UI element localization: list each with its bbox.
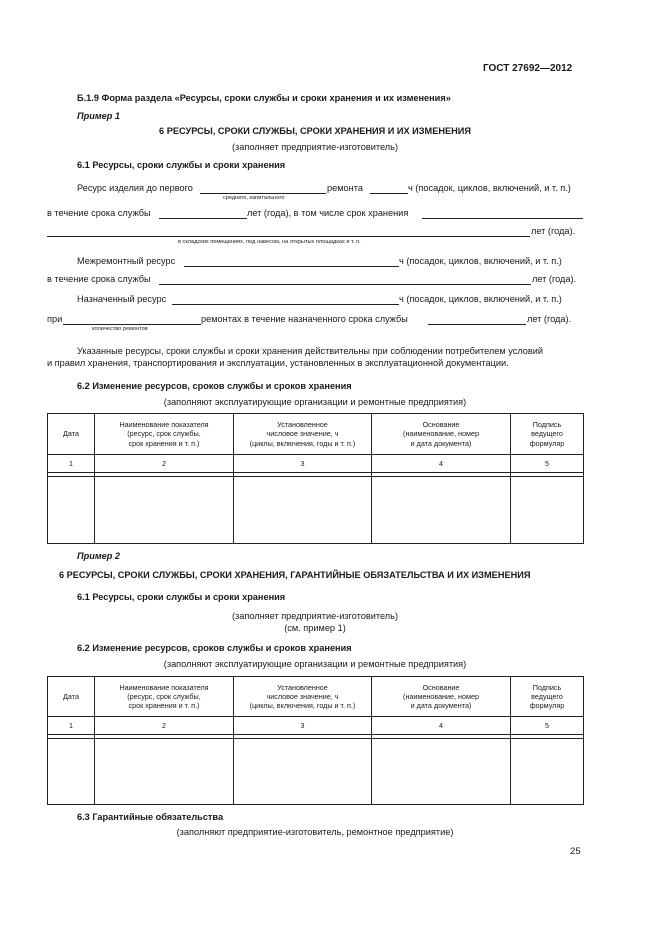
example-2-heading: 6 РЕСУРСЫ, СРОКИ СЛУЖБЫ, СРОКИ ХРАНЕНИЯ, ГАРАНТИЙНЫЕ ОБЯЗАТЕЛЬСТВА И ИХ ИЗМЕНЕНИЯ (59, 570, 531, 580)
header-signature: Подпись ведущего формуляр (511, 414, 584, 455)
blank-assigned-resource[interactable] (172, 304, 399, 305)
cell-empty[interactable] (48, 739, 95, 805)
cell-empty[interactable] (95, 477, 234, 544)
form-resource-unit: ч (посадок, циклов, включений, и т. п.) (408, 183, 571, 193)
standard-number: ГОСТ 27692—2012 (483, 63, 573, 74)
col-number: 4 (372, 717, 511, 735)
form-repairs-label: ремонтах в течение назначенного срока службы (201, 314, 408, 324)
header-indicator: Наименование показателя (ресурс, срок службы, срок хранения и т. п.) (95, 414, 234, 455)
form-service-life-label-2: в течение срока службы (47, 274, 151, 284)
example-1-label: Пример 1 (77, 111, 121, 121)
hint-repair-count: количество ремонтов (92, 326, 148, 332)
cell-empty[interactable] (372, 739, 511, 805)
col-number: 1 (48, 455, 95, 473)
header-date: Дата (48, 677, 95, 717)
form-assigned-years: лет (года). (527, 314, 572, 324)
example-1-subsection-6-2: 6.2 Изменение ресурсов, сроков службы и сроков хранения (77, 381, 352, 391)
table-number-row (48, 455, 584, 473)
hint-storage-conditions: в складских помещениях, под навесом, на открытых площадках и т. п. (178, 239, 361, 245)
example-2-subsection-6-3: 6.3 Гарантийные обязательства (77, 812, 224, 822)
section-title: Б.1.9 Форма раздела «Ресурсы, сроки службы и сроки хранения и их изменения» (77, 93, 451, 103)
blank-repair-type[interactable] (200, 193, 326, 194)
header-signature: Подпись ведущего формуляр (511, 677, 584, 717)
page-number: 25 (570, 846, 581, 857)
blank-service-life[interactable] (159, 218, 247, 219)
col-number: 5 (511, 717, 584, 735)
table-empty-row[interactable] (48, 739, 584, 805)
example-2-subsection-6-2: 6.2 Изменение ресурсов, сроков службы и сроков хранения (77, 643, 352, 653)
blank-assigned-life[interactable] (428, 324, 526, 325)
cell-empty[interactable] (511, 739, 584, 805)
form-overhaul-resource-label: Межремонтный ресурс (77, 256, 176, 266)
table-header-row (48, 677, 584, 717)
example-1-subsection-6-1: 6.1 Ресурсы, сроки службы и сроки хранения (77, 160, 286, 170)
example-1-filled-by: (заполняет предприятие-изготовитель) (231, 142, 399, 152)
col-number: 2 (95, 455, 234, 473)
header-date: Дата (48, 414, 95, 455)
blank-storage-conditions[interactable] (47, 236, 530, 237)
table-empty-row[interactable] (48, 477, 584, 544)
blank-service-life-2[interactable] (159, 284, 531, 285)
form-repair-label: ремонта (327, 183, 363, 193)
header-basis: Основание (наименование, номер и дата документа) (372, 677, 511, 717)
validity-paragraph-line-1: Указанные ресурсы, сроки службы и сроки хранения действительны при соблюдении потребителем условий (77, 346, 544, 356)
example-2-filled-by-6-3: (заполняют предприятие-изготовитель, ремонтное предприятие) (176, 827, 454, 837)
col-number: 3 (234, 455, 372, 473)
col-number: 2 (95, 717, 234, 735)
col-number: 5 (511, 455, 584, 473)
col-number: 4 (372, 455, 511, 473)
example-2-filled-by-6-2: (заполняют эксплуатирующие организации и ремонтные предприятия) (163, 659, 467, 669)
example-2-see-example-1: (см. пример 1) (284, 623, 346, 633)
form-resource-label: Ресурс изделия до первого (77, 183, 193, 193)
blank-overhaul-resource[interactable] (184, 266, 399, 267)
blank-storage-period[interactable] (422, 218, 583, 219)
header-value: Установленное числовое значение, ч (циклы, включения, годы и т. п.) (234, 414, 372, 455)
validity-paragraph-line-2: и правил хранения, транспортирования и эксплуатации, установленных в эксплуатационной документации. (47, 358, 509, 368)
col-number: 3 (234, 717, 372, 735)
hint-repair-type: среднего, капитального (223, 195, 285, 201)
cell-empty[interactable] (511, 477, 584, 544)
example-1-filled-by-6-2: (заполняют эксплуатирующие организации и ремонтные предприятия) (163, 397, 467, 407)
changes-table-2 (47, 676, 584, 805)
cell-empty[interactable] (95, 739, 234, 805)
form-service-life-label: в течение срока службы (47, 208, 151, 218)
table-header-row (48, 414, 584, 455)
form-assigned-unit: ч (посадок, циклов, включений, и т. п.) (399, 294, 562, 304)
form-storage-label: лет (года), в том числе срок хранения (247, 208, 409, 218)
form-assigned-resource-label: Назначенный ресурс (77, 294, 167, 304)
blank-repair-count[interactable] (63, 324, 201, 325)
example-1-heading: 6 РЕСУРСЫ, СРОКИ СЛУЖБЫ, СРОКИ ХРАНЕНИЯ И ИХ ИЗМЕНЕНИЯ (159, 126, 471, 136)
changes-table-1 (47, 413, 584, 544)
header-indicator: Наименование показателя (ресурс, срок службы, срок хранения и т. п.) (95, 677, 234, 717)
table-number-row (48, 717, 584, 735)
header-basis: Основание (наименование, номер и дата документа) (372, 414, 511, 455)
cell-empty[interactable] (234, 739, 372, 805)
example-2-label: Пример 2 (77, 551, 121, 561)
header-value: Установленное числовое значение, ч (циклы, включения, годы и т. п.) (234, 677, 372, 717)
example-2-filled-by: (заполняет предприятие-изготовитель) (231, 611, 399, 621)
cell-empty[interactable] (48, 477, 95, 544)
form-storage-years: лет (года). (531, 226, 576, 236)
cell-empty[interactable] (372, 477, 511, 544)
example-2-subsection-6-1: 6.1 Ресурсы, сроки службы и сроки хранения (77, 592, 286, 602)
cell-empty[interactable] (234, 477, 372, 544)
form-service-life-years: лет (года). (532, 274, 577, 284)
col-number: 1 (48, 717, 95, 735)
form-at-label: при (47, 314, 63, 324)
form-overhaul-unit: ч (посадок, циклов, включений, и т. п.) (399, 256, 562, 266)
blank-resource-value[interactable] (370, 193, 408, 194)
